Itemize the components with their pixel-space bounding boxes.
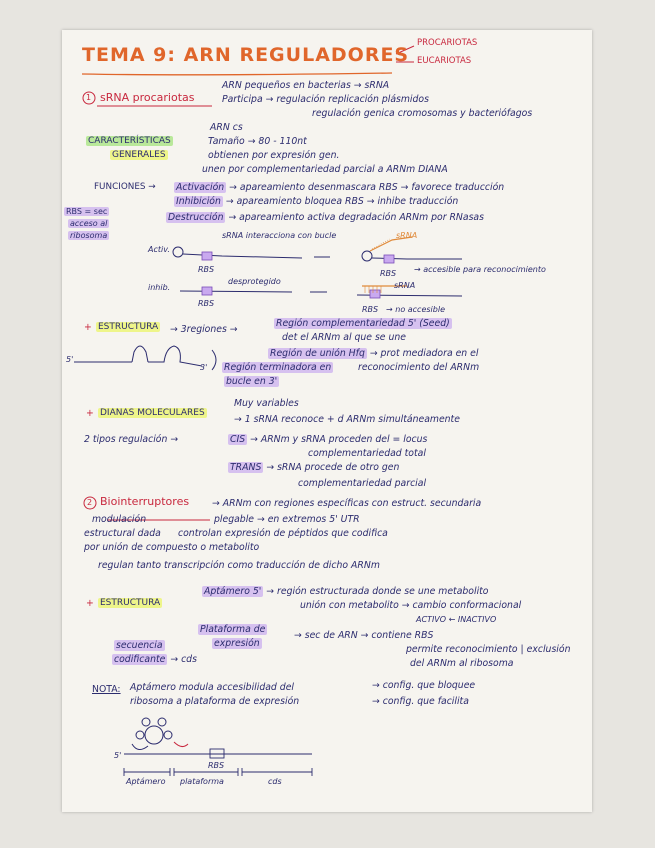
dia-noacc: → no accesible bbox=[386, 305, 445, 314]
title-branch-eucariotas: EUCARIOTAS bbox=[417, 56, 472, 66]
fun-act: Activación → apareamiento desenmascara RBS → favorece traducción bbox=[176, 182, 505, 193]
title-branch-procariotas: PROCARIOTAS bbox=[417, 38, 478, 48]
est2-aptamer2: unión con metabolito → cambio conformacional bbox=[300, 600, 522, 611]
diag2-aptamer: Aptámero bbox=[126, 777, 166, 786]
est2-label: ESTRUCTURA bbox=[100, 598, 161, 608]
inhibition-diagram bbox=[180, 286, 462, 298]
est-5prime: 5' bbox=[66, 355, 74, 364]
rbs-note2: acceso al bbox=[70, 219, 108, 228]
est2-bullet: + bbox=[86, 598, 94, 609]
est-region1b: det el ARNm al que se une bbox=[282, 332, 406, 343]
s1-line2: Participa → regulación replicación plásmidos bbox=[222, 94, 429, 105]
est2-seq1: secuencia bbox=[116, 640, 163, 651]
dia-rbs4: RBS bbox=[362, 305, 379, 314]
nota-label: NOTA: bbox=[92, 684, 121, 695]
est-region2c: reconocimiento del ARNm bbox=[358, 362, 480, 373]
est-bullet: + bbox=[84, 322, 92, 333]
est-3prime: 3' bbox=[200, 363, 208, 372]
nota-config1: → config. que bloquee bbox=[372, 680, 476, 691]
rbs-note1: RBS = sec bbox=[66, 207, 108, 216]
dia-rbs1: RBS bbox=[198, 265, 215, 274]
est2-plat-v: → sec de ARN → contiene RBS bbox=[294, 630, 434, 641]
dian-trans2: complementariedad parcial bbox=[298, 478, 427, 489]
car-line1: ARN cs bbox=[210, 122, 243, 133]
fun-inh: Inhibición → apareamiento bloquea RBS → inhibe traducción bbox=[176, 196, 459, 207]
s2-line2: modulación bbox=[92, 514, 147, 525]
car-line3: obtienen por expresión gen. bbox=[208, 150, 340, 161]
loop-icon bbox=[173, 247, 183, 257]
fun-des: Destrucción → apareamiento activa degradación ARNm por RNasas bbox=[168, 212, 484, 223]
fun-label: FUNCIONES → bbox=[94, 182, 156, 192]
s2-line6: por unión de compuesto o metabolito bbox=[84, 542, 260, 553]
est2-activo: ACTIVO ← INACTIVO bbox=[416, 615, 497, 624]
car-line4: unen por complementariedad parcial a ARNm DIANA bbox=[202, 164, 448, 175]
dia-activ: Activ. bbox=[148, 245, 170, 254]
rbs-note3: ribosoma bbox=[70, 231, 108, 240]
dian-line3: 2 tipos regulación → bbox=[84, 434, 179, 445]
section1-heading: sRNA procariotas bbox=[100, 91, 195, 104]
diag2-platform: plataforma bbox=[180, 777, 224, 786]
dia-accesible: → accesible para reconocimiento bbox=[414, 265, 546, 274]
section1-number: 1 bbox=[86, 93, 92, 102]
dian-trans: TRANS → sRNA procede de otro gen bbox=[230, 462, 400, 473]
est-region2: Región de unión Hfq → prot mediadora en el bbox=[270, 348, 479, 359]
s2-line7: regulan tanto transcripción como traducción de dicho ARNm bbox=[98, 560, 380, 571]
s2-line5: controlan expresión de péptidos que codifica bbox=[178, 528, 388, 539]
page-title: TEMA 9: ARN REGULADORES bbox=[82, 44, 410, 66]
rbs-box bbox=[370, 290, 380, 298]
diag2-rbs: RBS bbox=[208, 761, 225, 770]
s2-line1: → ARNm con regiones específicas con estruct. secundaria bbox=[212, 498, 482, 509]
est-label: ESTRUCTURA bbox=[98, 322, 159, 332]
est-region1: Región complementariedad 5' (Seed) bbox=[276, 318, 450, 329]
section2-number: 2 bbox=[87, 498, 93, 507]
diag2-5prime: 5' bbox=[114, 751, 122, 760]
est-regions: → 3regiones → bbox=[170, 324, 238, 335]
dian-line1: Muy variables bbox=[234, 398, 299, 409]
dian-label: DIANAS MOLECULARES bbox=[100, 408, 205, 418]
nota-line1: Aptámero modula accesibilidad del bbox=[130, 682, 294, 693]
dian-bullet: + bbox=[86, 408, 94, 419]
est-region3b: bucle en 3' bbox=[226, 376, 278, 387]
srna-structure-diagram bbox=[74, 346, 216, 370]
section2-heading: Biointerruptores bbox=[100, 495, 190, 508]
car-line2: Tamaño → 80 - 110nt bbox=[208, 136, 307, 147]
est2-plat-v3: del ARNm al ribosoma bbox=[410, 658, 514, 669]
diag2-cds: cds bbox=[268, 777, 282, 786]
dia-rbs2: RBS bbox=[380, 269, 397, 278]
title-underline bbox=[82, 73, 392, 75]
car-label2: GENERALES bbox=[112, 150, 166, 160]
dian-cis: CIS → ARNm y sRNA proceden del = locus bbox=[230, 434, 428, 445]
dia-rbs3: RBS bbox=[198, 299, 215, 308]
dia-srna2: sRNA bbox=[394, 281, 416, 290]
rbs-box bbox=[384, 255, 394, 263]
est2-aptamer: Aptámero 5' → región estructurada donde se une metabolito bbox=[204, 586, 489, 597]
dia-desprot: desprotegido bbox=[228, 277, 281, 286]
rbs-box bbox=[202, 287, 212, 295]
s2-line4: estructural dada bbox=[84, 528, 161, 539]
loop-icon bbox=[362, 251, 372, 261]
est2-plat-v2: permite reconocimiento | exclusión bbox=[406, 644, 571, 655]
nota-line2: ribosoma a plataforma de expresión bbox=[130, 696, 300, 707]
dian-line2: → 1 sRNA reconoce + d ARNm simultáneamente bbox=[234, 414, 460, 425]
est2-plat1: Plataforma de bbox=[200, 624, 266, 635]
est2-plat2: expresión bbox=[214, 638, 260, 649]
dian-cis2: complementariedad total bbox=[308, 448, 426, 459]
dia-inhib: inhib. bbox=[148, 283, 171, 292]
nota-config2: → config. que facilita bbox=[372, 696, 469, 707]
s2-line3: plegable → en extremos 5' UTR bbox=[214, 514, 360, 525]
notebook-page bbox=[62, 30, 592, 812]
rbs-box bbox=[202, 252, 212, 260]
car-label1: CARACTERÍSTICAS bbox=[88, 136, 171, 146]
s1-line1: ARN pequeños en bacterias → sRNA bbox=[222, 80, 390, 91]
est2-seq2: codificante → cds bbox=[114, 654, 197, 665]
s1-line3: regulación genica cromosomas y bacteriófagos bbox=[312, 108, 533, 119]
est-region3: Región terminadora en bbox=[224, 362, 332, 373]
dia-bucle: sRNA interacciona con bucle bbox=[222, 231, 337, 240]
dia-srna1: sRNA bbox=[396, 231, 418, 240]
